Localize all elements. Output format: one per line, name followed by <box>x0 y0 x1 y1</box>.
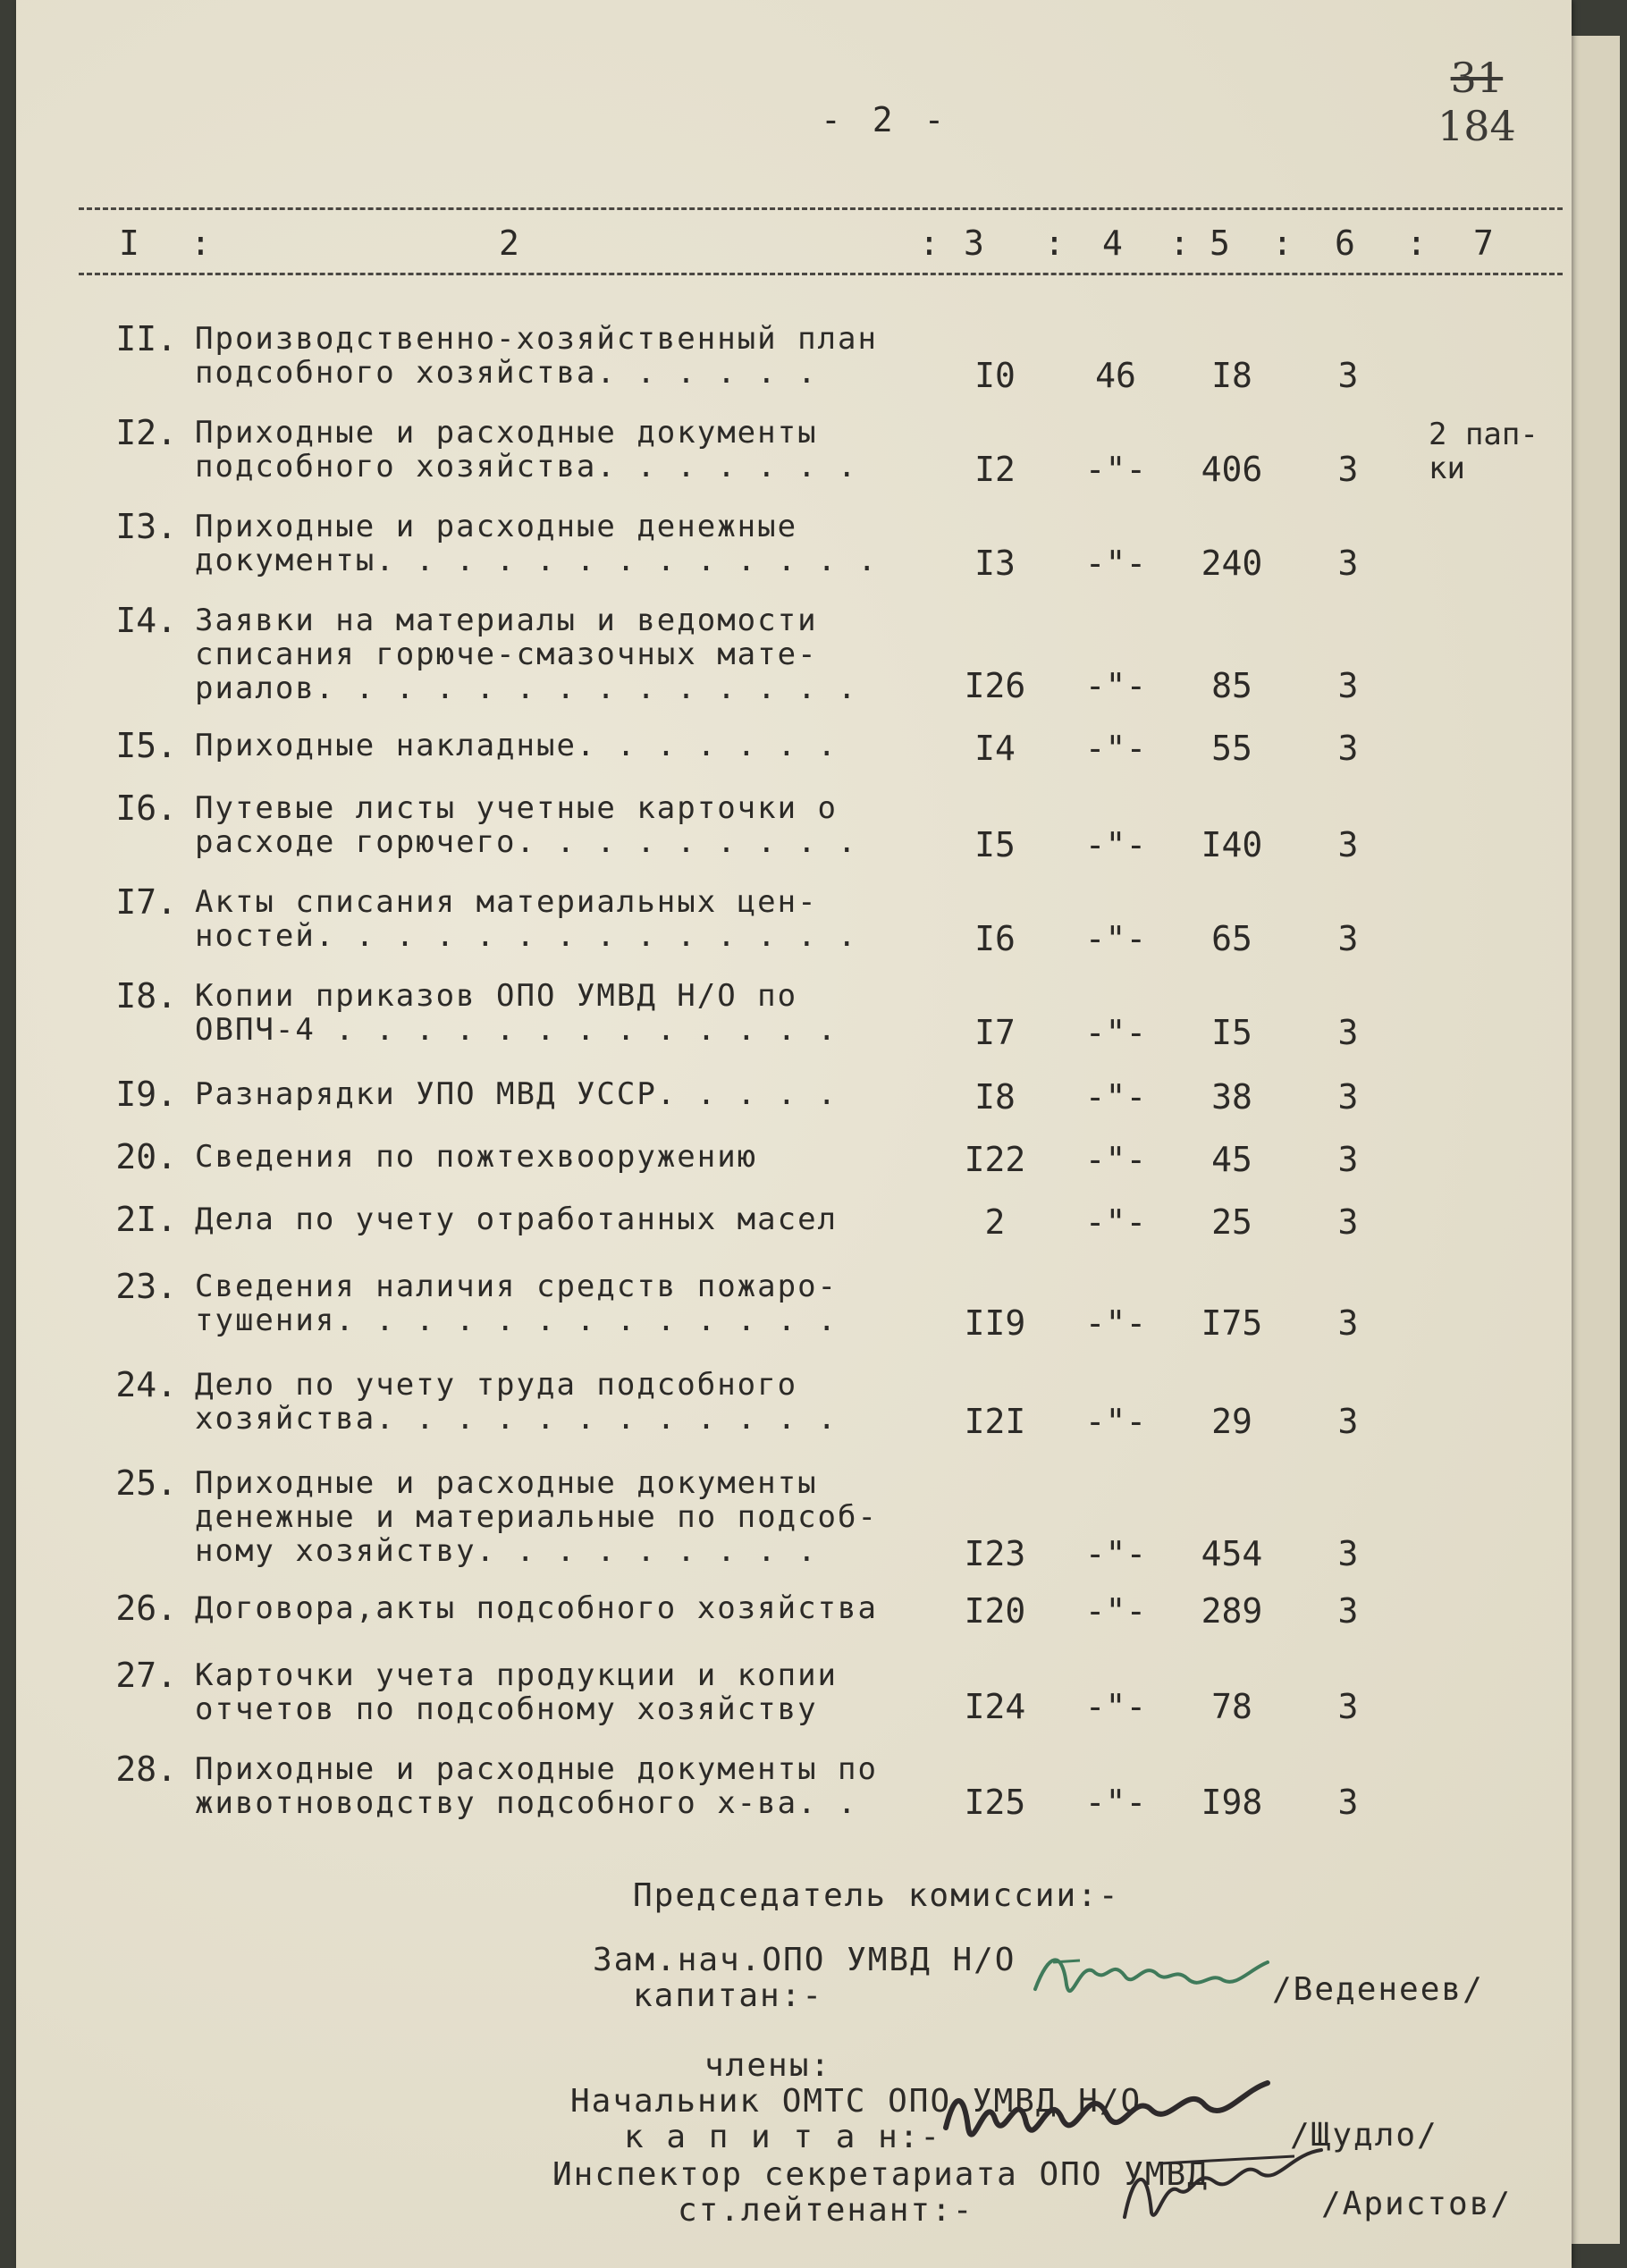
cell-col4: -"- <box>1084 1303 1147 1343</box>
cell-col6: 3 <box>1337 729 1359 768</box>
cell-col4: -"- <box>1084 1687 1147 1726</box>
row-number: I9. <box>115 1075 177 1114</box>
column-separator: : <box>1272 223 1293 263</box>
cell-col6: 3 <box>1337 544 1359 583</box>
column-separator: : <box>919 223 940 263</box>
row-number: 24. <box>115 1365 177 1404</box>
deputy-name: /Веденеев/ <box>1272 1971 1484 2008</box>
cell-col5: I98 <box>1201 1783 1263 1822</box>
members-label: члены: <box>704 2047 832 2084</box>
cell-col7: 2 пап- ки <box>1429 417 1538 486</box>
page-number: - 2 - <box>821 100 950 139</box>
cell-col4: -"- <box>1084 544 1147 583</box>
header-rule-bottom <box>79 273 1563 275</box>
cell-col3: I22 <box>964 1140 1026 1179</box>
signature-aristov <box>1107 2137 1339 2235</box>
cell-col5: 45 <box>1211 1140 1252 1179</box>
cell-col5: 406 <box>1201 450 1263 489</box>
cell-col6: 3 <box>1337 356 1359 395</box>
cell-col3: I20 <box>964 1591 1026 1631</box>
cell-col3: I3 <box>974 544 1016 583</box>
cell-col3: I24 <box>964 1687 1026 1726</box>
row-title: Карточки учета продукции и копии отчетов по подсобному хозяйству <box>195 1657 839 1727</box>
cell-col5: I8 <box>1211 356 1252 395</box>
row-number: I3. <box>115 507 177 546</box>
cell-col4: -"- <box>1084 1140 1147 1179</box>
document-page <box>16 0 1572 2268</box>
row-title: Договора,акты подсобного хозяйства <box>195 1590 878 1626</box>
archive-number-struck: 31 <box>1450 54 1504 102</box>
cell-col3: 2 <box>984 1202 1006 1242</box>
row-title: Разнарядки УПО МВД УССР. . . . . <box>195 1076 839 1112</box>
row-title: Сведения наличия средств пожаро- тушения. . . . . . . . . . . . . <box>195 1269 839 1338</box>
cell-col3: I23 <box>964 1534 1026 1573</box>
cell-col5: 289 <box>1201 1591 1263 1631</box>
cell-col5: I75 <box>1201 1303 1263 1343</box>
row-title: Дела по учету отработанных масел <box>195 1201 839 1237</box>
row-title: Приходные и расходные денежные документы. . . . . . . . . . . . . <box>195 509 878 578</box>
cell-col5: 65 <box>1211 919 1252 958</box>
cell-col4: -"- <box>1084 1534 1147 1573</box>
member1-position: Начальник ОМТС ОПО УМВД Н/О <box>570 2083 1142 2120</box>
cell-col5: 454 <box>1201 1534 1263 1573</box>
row-number: 23. <box>115 1267 177 1306</box>
cell-col3: I25 <box>964 1783 1026 1822</box>
cell-col5: 78 <box>1211 1687 1252 1726</box>
row-number: I7. <box>115 882 177 922</box>
column-separator: : <box>1044 223 1065 263</box>
cell-col6: 3 <box>1337 1534 1359 1573</box>
cell-col5: 55 <box>1211 729 1252 768</box>
row-title: Приходные и расходные документы денежные и материальные по подсоб- ному хозяйству. . . . . . . . . <box>195 1465 878 1569</box>
cell-col6: 3 <box>1337 1402 1359 1441</box>
cell-col4: -"- <box>1084 1013 1147 1052</box>
row-number: I8. <box>115 976 177 1016</box>
cell-col4: -"- <box>1084 919 1147 958</box>
column-header-1: I <box>119 223 139 263</box>
member1-rank: к а п и т а н:- <box>624 2119 942 2155</box>
cell-col3: I4 <box>974 729 1016 768</box>
row-number: 28. <box>115 1749 177 1789</box>
cell-col6: 3 <box>1337 666 1359 705</box>
cell-col4: -"- <box>1084 450 1147 489</box>
row-number: I4. <box>115 601 177 640</box>
row-number: 2I. <box>115 1200 177 1239</box>
cell-col5: 240 <box>1201 544 1263 583</box>
row-title: Приходные и расходные документы по животноводству подсобного х-ва. . <box>195 1751 878 1821</box>
row-number: I2. <box>115 413 177 452</box>
cell-col6: 3 <box>1337 1202 1359 1242</box>
cell-col4: 46 <box>1095 356 1136 395</box>
cell-col6: 3 <box>1337 450 1359 489</box>
cell-col3: I2 <box>974 450 1016 489</box>
archive-number-current: 184 <box>1437 102 1516 150</box>
cell-col4: -"- <box>1084 1783 1147 1822</box>
row-number: 27. <box>115 1656 177 1695</box>
cell-col3: I0 <box>974 356 1016 395</box>
cell-col5: I40 <box>1201 825 1263 864</box>
header-rule-top <box>79 207 1563 210</box>
column-separator: : <box>1406 223 1427 263</box>
cell-col6: 3 <box>1337 825 1359 864</box>
row-title: Приходные и расходные документы подсобного хозяйства. . . . . . . <box>195 415 858 485</box>
deputy-position: Зам.нач.ОПО УМВД Н/О <box>593 1942 1016 1978</box>
column-header-2: 2 <box>499 223 519 263</box>
cell-col4: -"- <box>1084 1402 1147 1441</box>
cell-col4: -"- <box>1084 825 1147 864</box>
member2-name: /Аристов/ <box>1321 2186 1513 2222</box>
cell-col5: 38 <box>1211 1077 1252 1117</box>
member2-rank: ст.лейтенант:- <box>678 2192 974 2229</box>
cell-col6: 3 <box>1337 919 1359 958</box>
row-title: Производственно-хозяйственный план подсобного хозяйства. . . . . . <box>195 321 878 391</box>
cell-col3: II9 <box>964 1303 1026 1343</box>
cell-col3: I26 <box>964 666 1026 705</box>
member2-position: Инспектор секретариата ОПО УМВД <box>552 2156 1209 2193</box>
column-header-5: 5 <box>1210 223 1230 263</box>
cell-col5: 29 <box>1211 1402 1252 1441</box>
cell-col5: 85 <box>1211 666 1252 705</box>
row-title: Сведения по пожтехвооружению <box>195 1139 758 1175</box>
row-title: Дело по учету труда подсобного хозяйства. . . . . . . . . . . . <box>195 1367 839 1437</box>
cell-col4: -"- <box>1084 1591 1147 1631</box>
row-number: I5. <box>115 726 177 765</box>
cell-col4: -"- <box>1084 1077 1147 1117</box>
cell-col6: 3 <box>1337 1077 1359 1117</box>
row-title: Путевые листы учетные карточки о расходе горючего. . . . . . . . . <box>195 790 858 860</box>
cell-col6: 3 <box>1337 1303 1359 1343</box>
cell-col6: 3 <box>1337 1591 1359 1631</box>
column-separator: : <box>190 223 211 263</box>
cell-col3: I6 <box>974 919 1016 958</box>
row-title: Приходные накладные. . . . . . . <box>195 728 839 763</box>
cell-col3: I2I <box>964 1402 1026 1441</box>
cell-col3: I7 <box>974 1013 1016 1052</box>
row-number: I6. <box>115 788 177 828</box>
cell-col5: I5 <box>1211 1013 1252 1052</box>
column-header-3: 3 <box>964 223 984 263</box>
column-header-7: 7 <box>1473 223 1494 263</box>
cell-col3: I5 <box>974 825 1016 864</box>
cell-col4: -"- <box>1084 729 1147 768</box>
column-separator: : <box>1169 223 1190 263</box>
cell-col6: 3 <box>1337 1013 1359 1052</box>
column-header-6: 6 <box>1335 223 1355 263</box>
member1-name: /Щудло/ <box>1290 2117 1438 2154</box>
cell-col5: 25 <box>1211 1202 1252 1242</box>
row-number: 26. <box>115 1589 177 1628</box>
column-header-4: 4 <box>1102 223 1123 263</box>
row-number: II. <box>115 319 177 358</box>
cell-col6: 3 <box>1337 1783 1359 1822</box>
row-title: Заявки на материалы и ведомости списания горюче-смазочных мате- риалов. . . . . . . . . . . . . . <box>195 603 858 706</box>
cell-col4: -"- <box>1084 1202 1147 1242</box>
row-title: Акты списания материальных цен- ностей. . . . . . . . . . . . . . <box>195 884 858 954</box>
row-number: 20. <box>115 1137 177 1176</box>
cell-col6: 3 <box>1337 1687 1359 1726</box>
cell-col4: -"- <box>1084 666 1147 705</box>
deputy-rank: капитан:- <box>633 1977 824 2014</box>
archive-folio-number <box>1437 54 1516 150</box>
row-title: Копии приказов ОПО УМВД Н/О по ОВПЧ-4 . . . . . . . . . . . . . <box>195 978 839 1048</box>
cell-col3: I8 <box>974 1077 1016 1117</box>
signature-vedeneev <box>1026 1935 1294 2016</box>
cell-col6: 3 <box>1337 1140 1359 1179</box>
row-number: 25. <box>115 1463 177 1503</box>
chairman-label: Председатель комиссии:- <box>633 1877 1120 1914</box>
